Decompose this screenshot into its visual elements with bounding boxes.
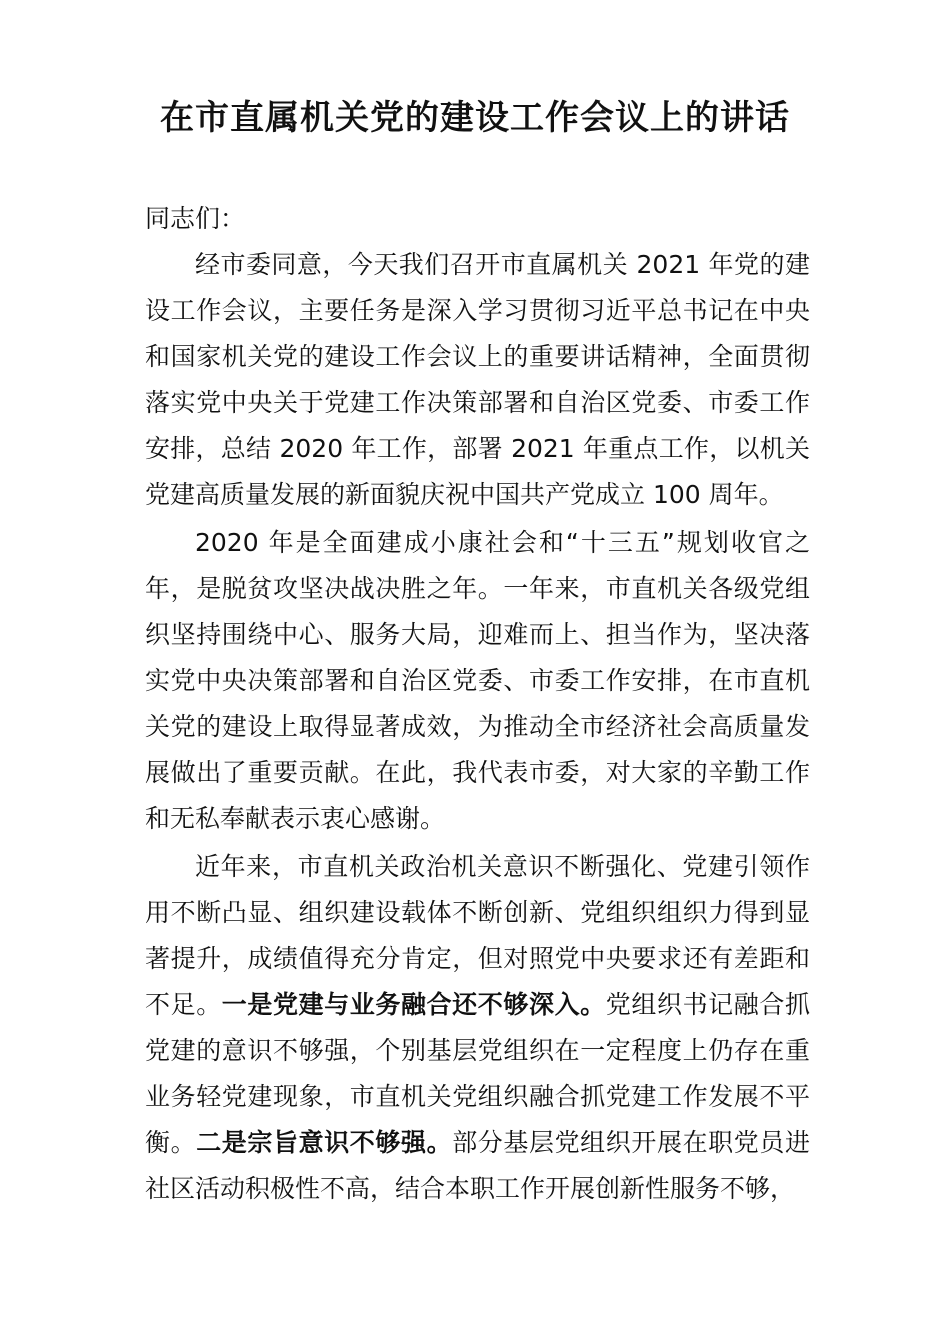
paragraph-3 [145,844,810,1212]
point-1-text: 党组织书记融合抓党建的意识不够强，个别基层党组织在一定程度上仍存在重业务轻党建现象，市直机关党组织融合抓党建工作发展不平衡。 [145,990,810,1157]
point-1-heading: 一是党建与业务融合还不够深入。 [221,990,606,1019]
paragraph-1: 经市委同意，今天我们召开市直属机关 2021 年党的建设工作会议，主要任务是深入学习贯彻习近平总书记在中央和国家机关党的建设工作会议上的重要讲话精神，全面贯彻落实党中央关于党建工作决策部署和自治区党委、市委工作安排，总结 2020 年工作，部署 2021 年重点工作，以机关党建高质量发展的新面貌庆祝中国共产党成立 100 周年。 [145,250,810,509]
document-body [145,196,810,1212]
point-2-text: 部分基层党组织开展在职党员进社区活动积极性不高，结合本职工作开展创新性服务不够， [145,1128,810,1203]
salutation: 同志们： [145,204,246,233]
paragraph-2: 2020 年是全面建成小康社会和“十三五”规划收官之年，是脱贫攻坚决战决胜之年。一年来，市直机关各级党组织坚持围绕中心、服务大局，迎难而上、担当作为，坚决落实党中央决策部署和自治区党委、市委工作安排，在市直机关党的建设上取得显著成效，为推动全市经济社会高质量发展做出了重要贡献。在此，我代表市委，对大家的辛勤工作和无私奉献表示衷心感谢。 [145,528,810,833]
paragraph-3-intro: 近年来，市直机关政治机关意识不断强化、党建引领作用不断凸显、组织建设载体不断创新、党组织组织力得到显著提升，成绩值得充分肯定，但对照党中央要求还有差距和不足。 [145,852,810,1019]
point-2-heading: 二是宗旨意识不够强。 [196,1128,453,1157]
document-title: 在市直属机关党的建设工作会议上的讲话 [160,98,790,138]
